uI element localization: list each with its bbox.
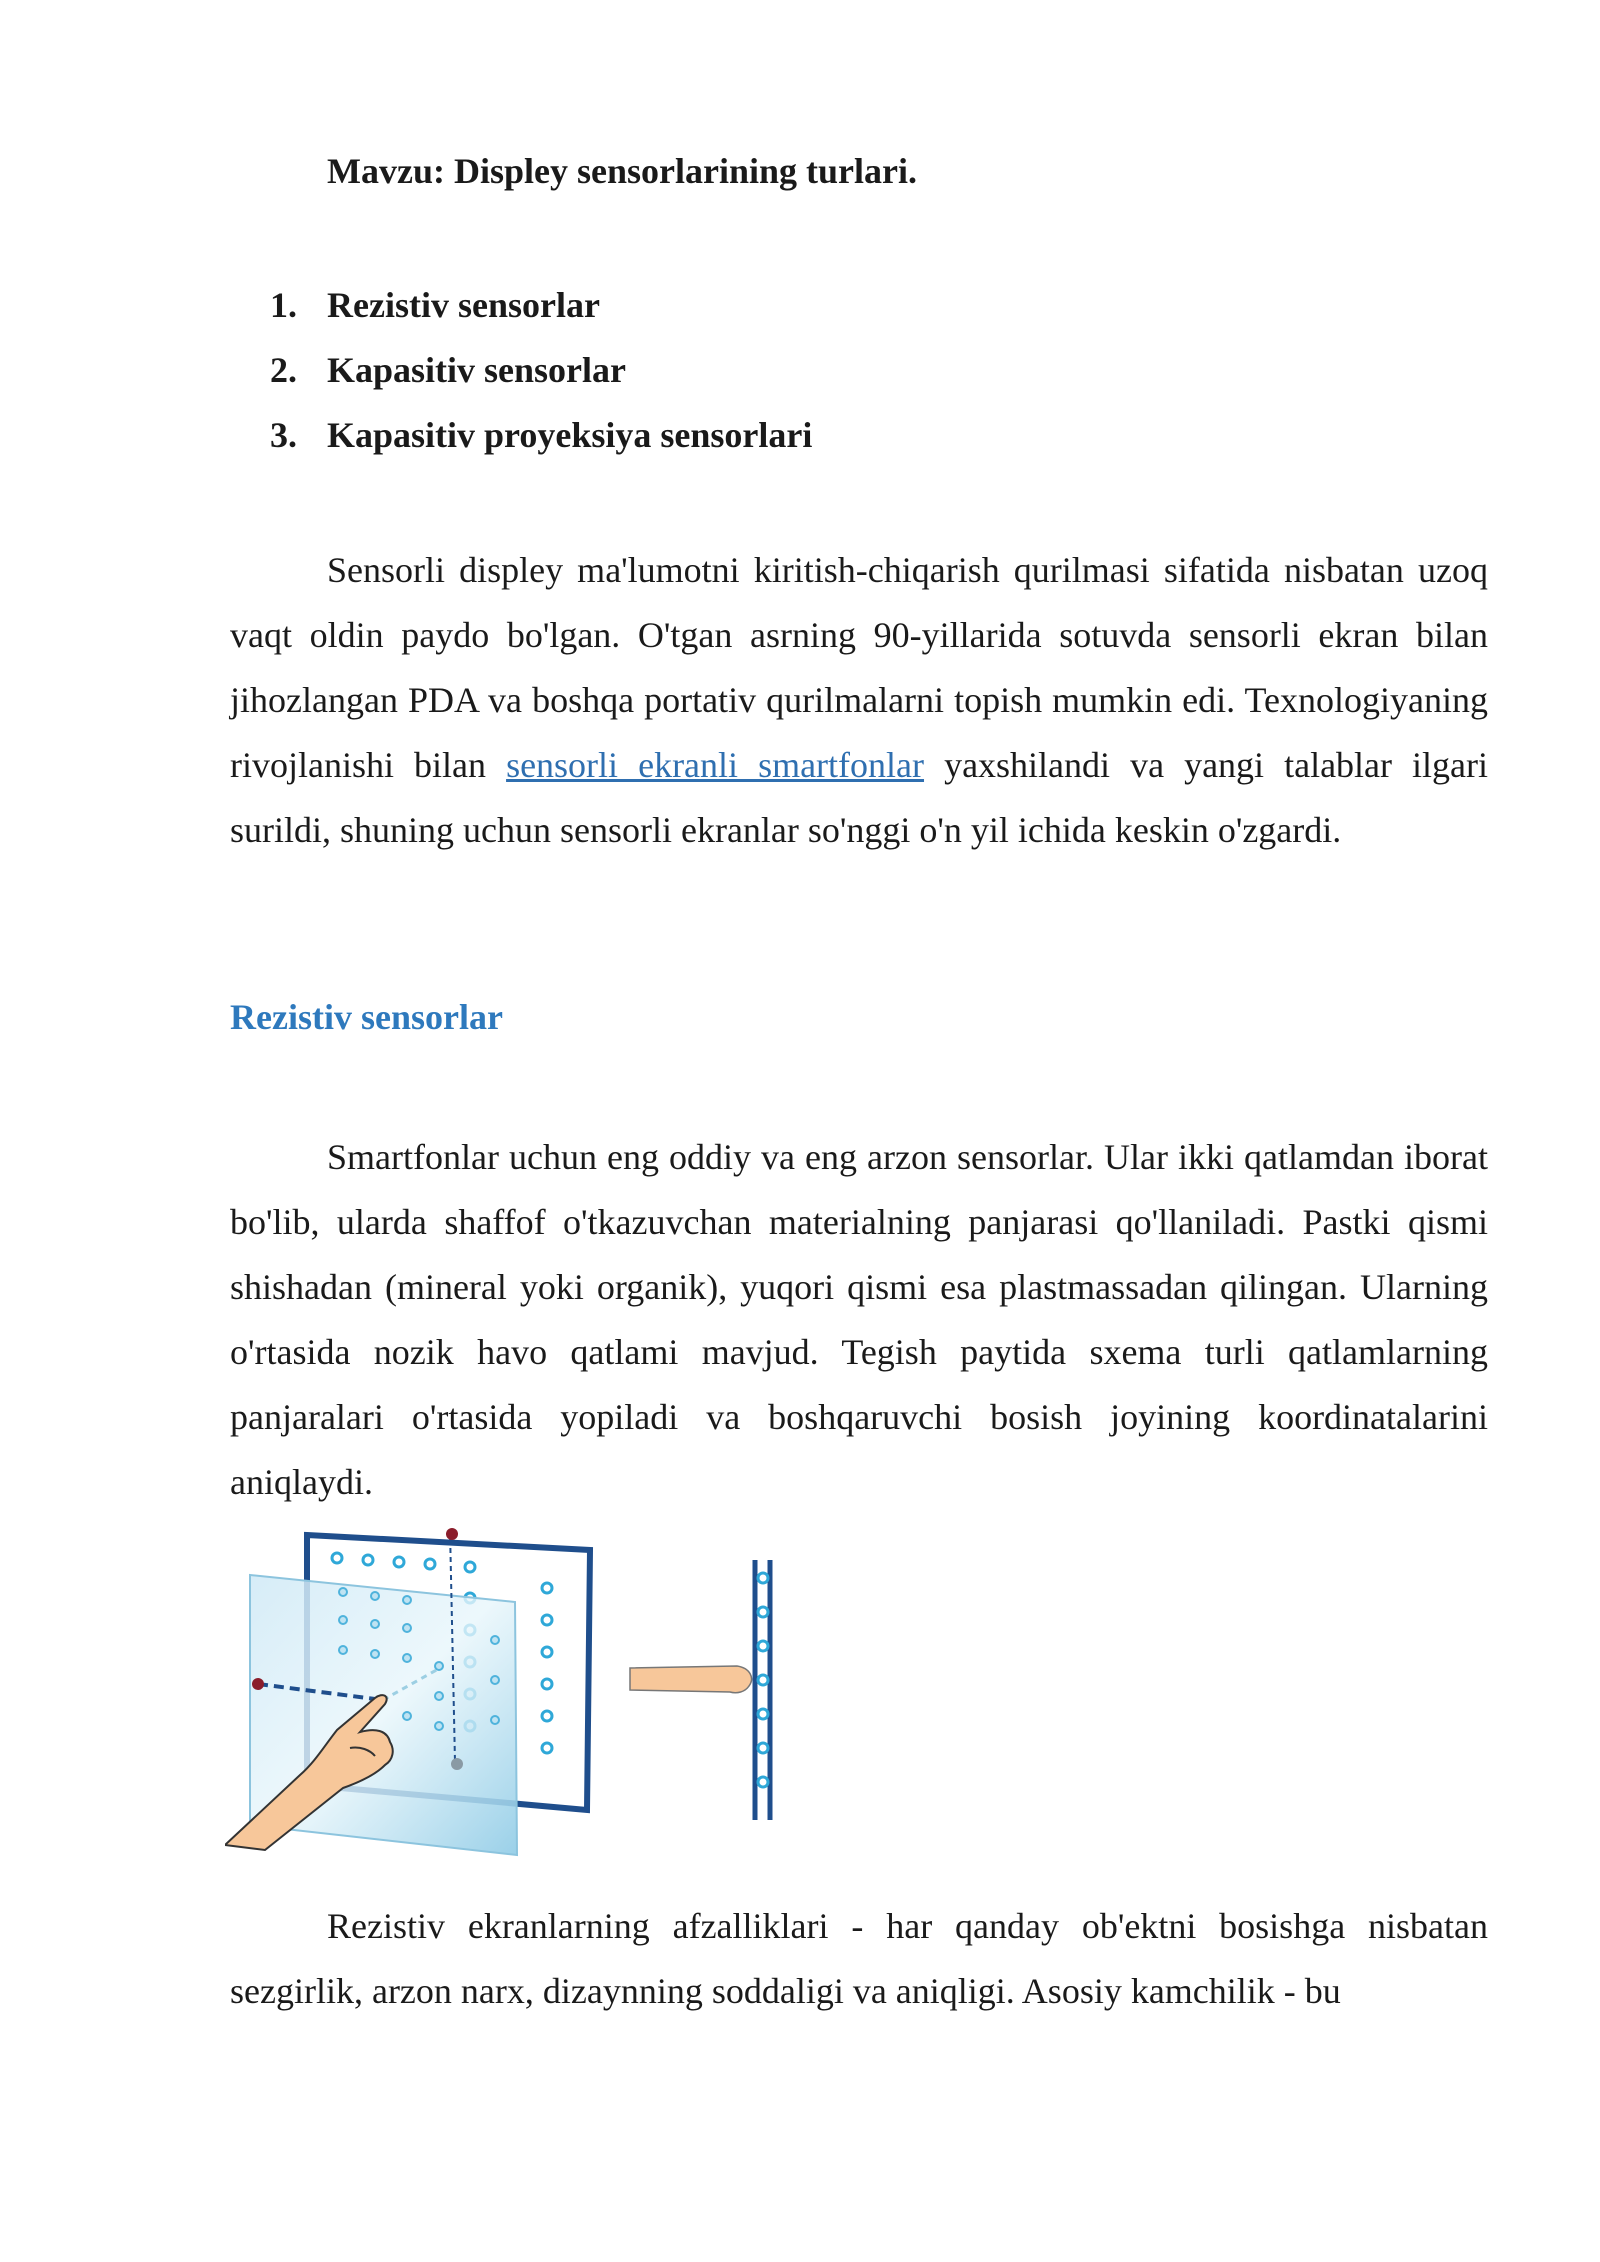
advantages-paragraph: Rezistiv ekranlarning afzalliklari - har qanday ob'ektni bosishga nisbatan sezgirlik, arzon narx, dizaynning soddaligi va aniqligi. Asosiy kamchilik - bu [230,1906,1488,2011]
list-item: 3. Kapasitiv proyeksiya sensorlari [270,415,813,455]
edge-contact-top [446,1528,458,1540]
list-item: 2. Kapasitiv sensorlar [270,350,627,390]
resistive-sensor-illustration [225,1520,815,1880]
topic-list [270,280,812,475]
side-view-illustration [630,1560,770,1820]
edge-contact-left [252,1678,264,1690]
page-title: Mavzu: Displey sensorlarining turlari. [327,151,917,191]
section-paragraph: Smartfonlar uchun eng oddiy va eng arzon sensorlar. Ular ikki qatlamdan iborat bo'lib, ularda shaffof o'tkazuvchan materialning panjarasi qo'llaniladi. Pastki qismi shishadan (mineral yoki organik), yuqori qismi esa plastmassadan qilingan. Ularning o'rtasida nozik havo qatlami mavjud. Tegish paytida sxema turli qatlamlarning panjaralari o'rtasida yopiladi va boshqaruvchi bosish joyining koordinatalarini aniqlaydi. [230,1137,1488,1502]
smartphones-link[interactable]: sensorli ekranli smartfonlar [506,745,925,785]
list-item: 1. Rezistiv sensorlar [270,285,600,325]
intro-paragraph: Sensorli displey ma'lumotni kiritish-chiqarish qurilmasi sifatida nisbatan uzoq vaqt oldin paydo bo'lgan. O'tgan asrning 90-yillarida sotuvda sensorli ekran bilan jihozlangan PDA va boshqa portativ qurilmalarni topish mumkin edi. Texnologiyaning rivojlanishi bilan sensorli ekranli smartfonlar yaxshilandi va yangi talablar ilgari surildi, shuning uchun sensorli ekranlar so'nggi o'n yil ichida keskin o'zgardi. [230,550,1489,850]
section-heading: Rezistiv sensorlar [230,997,503,1037]
edge-contact-bottom [451,1758,463,1770]
